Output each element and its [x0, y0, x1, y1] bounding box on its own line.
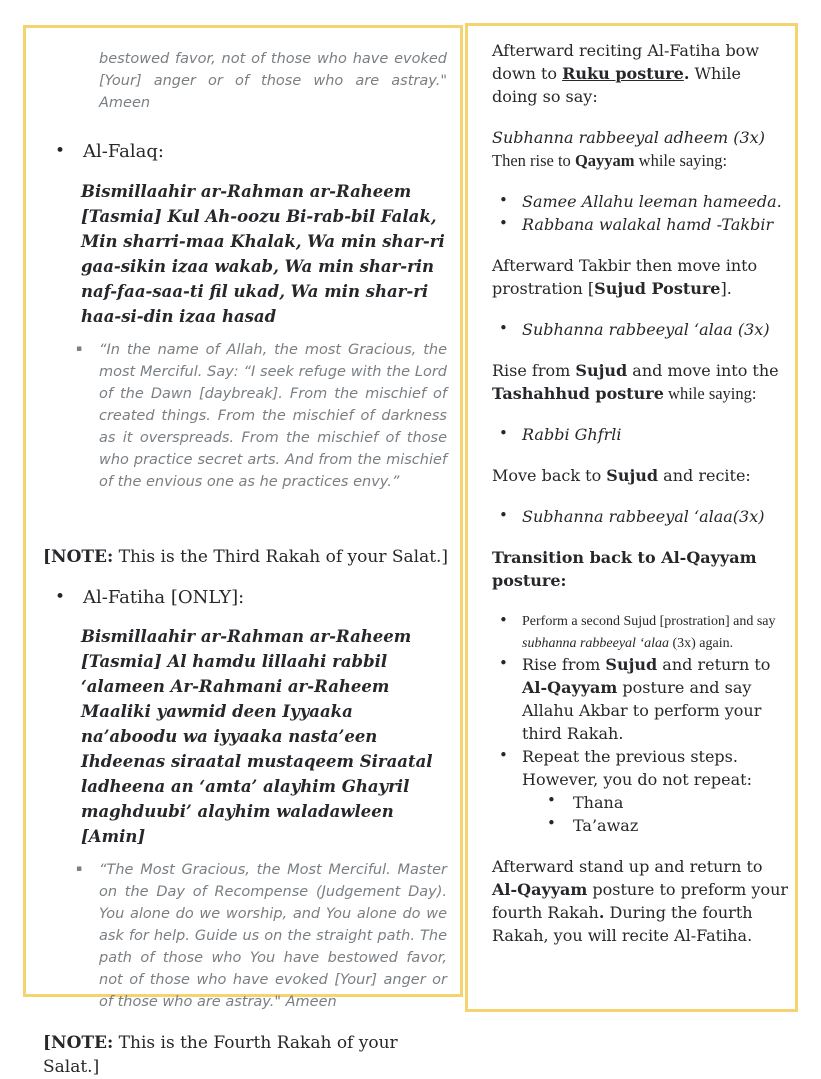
bullet-icon: • — [499, 654, 508, 672]
list-item-alaa-2 — [499, 505, 789, 528]
text-run: Ruku posture — [562, 64, 684, 83]
text-run: posture and say Allahu Akbar to perform your third Rakah. — [522, 678, 762, 743]
list-item-al-falaq — [55, 141, 450, 162]
text-run: Afterward Takbir then move into prostration [ — [492, 256, 758, 298]
list-item-second-sujud — [499, 610, 789, 653]
fatiha-translation: “The Most Gracious, the Most Merciful. Master on the Day of Recompense (Judgement Day). You alone do we worship, and You alone do we ask for help. Guide us on the straight path. The path of those who You have bestowed favor, not of those who have evoked [Your] anger or of those who are astray." Ameen — [99, 862, 447, 1010]
right-column-panel — [465, 23, 798, 1012]
transition-bullet-list — [492, 610, 789, 837]
bullet-icon: • — [547, 791, 556, 809]
sub-list-item-thana — [547, 791, 789, 814]
text-run: Then rise to — [492, 151, 575, 170]
text-run: posture to preform your fourth Rakah — [492, 880, 789, 922]
list-item-samee — [499, 190, 789, 213]
line-then-rise-qayyam — [492, 149, 789, 172]
text-run: [NOTE: — [43, 1033, 114, 1053]
para-fourth-rakah — [492, 855, 789, 947]
bullet-icon: • — [547, 814, 556, 832]
note-fourth-rakah — [43, 1031, 450, 1079]
falaq-translation-item — [76, 339, 450, 493]
square-bullet-icon: ▪ — [76, 344, 83, 354]
rabbana-text: Rabbana walakal hamd -Takbir — [522, 215, 774, 234]
rise-return-text — [522, 653, 789, 745]
falaq-transliteration: Bismillaahir ar-Rahman ar-Raheem [Tasmia] Kul Ah-oozu Bi-rab-bil Falak, Min sharri-maa Khalak, Wa min shar-ri gaa-sikin izaa wakab, Wa min shar-rin naf-faa-saa-ti fil ukad, Wa min shar-ri haa-si-din izaa hasad — [81, 182, 445, 326]
left-column-panel — [23, 25, 463, 1077]
text-run: Sujud — [605, 655, 658, 674]
heading-transition: Transition back to Al-Qayyam posture: — [492, 548, 757, 590]
second-sujud-text — [522, 610, 789, 653]
bullet-icon: • — [499, 319, 508, 337]
carryover-translation-quote: bestowed favor, not of those who have evoked [Your] anger or of those who are astray." Ameen — [99, 51, 447, 111]
text-run: Sujud Posture — [594, 279, 721, 298]
list-item-al-fatiha — [55, 587, 450, 608]
list-item-ghfrli — [499, 423, 789, 446]
fatiha-translation-item — [76, 859, 450, 1013]
line-subhanna-adheem: Subhanna rabbeeyal adheem (3x) — [492, 128, 765, 147]
ghfrli-text: Rabbi Ghfrli — [522, 425, 622, 444]
text-run: and move into the — [627, 361, 779, 380]
text-run: This is the Fourth Rakah of your Salat.] — [43, 1033, 398, 1077]
tashahhud-bullet-list — [492, 423, 789, 446]
para-ruku-posture — [492, 39, 789, 108]
para-sujud-posture — [492, 254, 789, 300]
text-run: . — [683, 64, 690, 83]
bullet-icon: • — [499, 611, 508, 629]
alaa-2-text: Subhanna rabbeeyal ‘alaa(3x) — [522, 507, 765, 526]
text-run: During the fourth Rakah, you will recite Al-Fatiha. — [492, 903, 753, 945]
repeat-steps-text: Repeat the previous steps. However, you do not repeat: — [522, 747, 752, 789]
bullet-icon: • — [499, 746, 508, 764]
text-run: This is the Third Rakah of your Salat.] — [113, 547, 449, 567]
text-run: Perform a second Sujud [prostration] and say — [522, 614, 776, 629]
samee-text: Samee Allahu leeman hameeda. — [522, 192, 782, 211]
bullet-icon: • — [499, 424, 508, 442]
thana-text: Thana — [573, 793, 624, 812]
al-falaq-heading: Al-Falaq: — [83, 141, 164, 162]
text-run: Sujud — [606, 466, 659, 485]
text-run: and return to — [657, 655, 771, 674]
bullet-icon: • — [55, 587, 66, 607]
list-item-alaa-1 — [499, 318, 789, 341]
qayyam-bullet-list — [492, 190, 789, 236]
text-run: Move back to — [492, 466, 607, 485]
text-run: Afterward stand up and return to — [492, 857, 763, 876]
fatiha-transliteration: Bismillaahir ar-Rahman ar-Raheem [Tasmia] Al hamdu lillaahi rabbil ‘alameen Ar-Rahmani ar-Raheem Maaliki yawmid deen Iyyaaka na’aboodu wa iyyaaka nasta’een Ihdeenas siraatal mustaqeem Siraatal ladheena an ‘amta’ alayhim Ghayril maghduubi’ alayhim waladawleen [Amin] — [81, 627, 433, 846]
taawaz-text: Ta’awaz — [573, 816, 639, 835]
text-run: Al-Qayyam — [492, 880, 588, 899]
bullet-icon: • — [499, 506, 508, 524]
bullet-icon: • — [55, 141, 66, 161]
text-run: Qayyam — [574, 151, 635, 170]
text-run: while saying: — [663, 384, 757, 403]
text-run: While doing so say: — [492, 64, 741, 106]
text-run: [NOTE: — [43, 547, 114, 567]
sujud-bullet-list — [492, 318, 789, 341]
para-move-back-sujud — [492, 464, 789, 487]
para-tashahhud — [492, 359, 789, 405]
text-run: Rise from — [492, 361, 576, 380]
list-item-repeat-steps — [499, 745, 789, 791]
text-run: (3x) again. — [668, 635, 734, 651]
bullet-icon: • — [499, 214, 508, 232]
text-run: subhanna rabbeeyal ‘alaa — [522, 635, 669, 651]
text-run: while saying: — [634, 151, 728, 170]
bullet-icon: • — [499, 191, 508, 209]
text-run: Al-Qayyam — [522, 678, 618, 697]
al-fatiha-heading: Al-Fatiha [ONLY]: — [83, 587, 245, 608]
list-item-rise-return — [499, 653, 789, 745]
falaq-translation: “In the name of Allah, the most Gracious, the most Merciful. Say: “I seek refuge with the Lord of the Dawn [daybreak]. From the mischief of created things. From the mischief of darkness as it overspreads. From the mischief of those who practice secret arts. And from the mischief of the envious one as he practices envy.” — [99, 342, 447, 490]
text-run: Tashahhud posture — [492, 384, 664, 403]
square-bullet-icon: ▪ — [76, 864, 83, 874]
text-run: ]. — [720, 279, 732, 298]
text-run: Sujud — [575, 361, 628, 380]
text-run: and recite: — [658, 466, 751, 485]
text-run: Rise from — [522, 655, 606, 674]
alaa-1-text: Subhanna rabbeeyal ‘alaa (3x) — [522, 320, 770, 339]
text-run: Afterward reciting Al-Fatiha bow down to — [492, 41, 760, 83]
sub-list-item-taawaz — [547, 814, 789, 837]
recite-bullet-list — [492, 505, 789, 528]
list-item-rabbana — [499, 213, 789, 236]
text-run: . — [598, 903, 605, 922]
note-third-rakah — [43, 545, 450, 569]
